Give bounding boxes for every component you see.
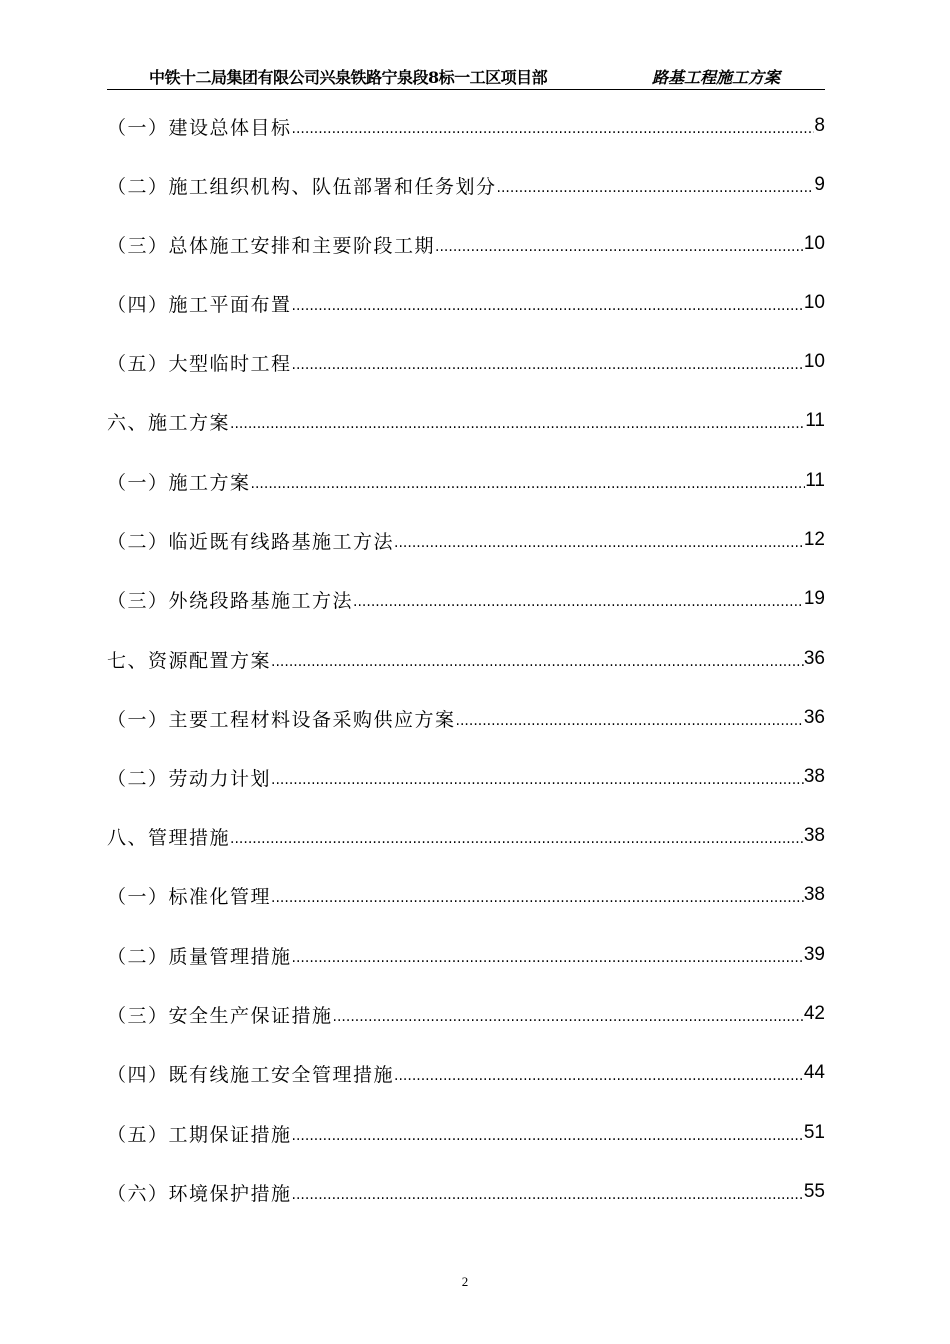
- toc-leader-dots: [292, 1187, 804, 1203]
- toc-entry-label: （四）施工平面布置: [107, 293, 292, 316]
- toc-entry-label: （二）劳动力计划: [107, 767, 272, 790]
- toc-entry[interactable]: [107, 579, 825, 619]
- toc-entry[interactable]: [107, 757, 825, 797]
- toc-entry-page: 10: [803, 351, 825, 372]
- toc-entry-page: 8: [814, 115, 825, 136]
- toc-entry-label: 八、管理措施: [107, 826, 231, 849]
- toc-entry[interactable]: [107, 461, 825, 501]
- toc-entry-label: （六）环境保护措施: [107, 1182, 292, 1205]
- toc-entry-label: （三）总体施工安排和主要阶段工期: [107, 234, 436, 257]
- toc-entry-label: （三）外绕段路基施工方法: [107, 589, 354, 612]
- toc-entry-page: 11: [805, 470, 825, 491]
- toc-entry[interactable]: [107, 520, 825, 560]
- toc-entry-label: （五）工期保证措施: [107, 1123, 292, 1146]
- toc-entry-page: 44: [803, 1062, 825, 1083]
- toc-leader-dots: [292, 950, 804, 966]
- toc-entry-page: 19: [803, 588, 825, 609]
- toc-leader-dots: [271, 772, 804, 788]
- toc-entry-page: 38: [803, 766, 825, 787]
- toc-leader-dots: [271, 890, 804, 906]
- toc-leader-dots: [435, 239, 804, 255]
- toc-entry-page: 12: [803, 529, 825, 550]
- toc-entry-label: （三）安全生产保证措施: [107, 1004, 333, 1027]
- toc-entry[interactable]: [107, 935, 825, 975]
- toc-entry-label: （四）既有线施工安全管理措施: [107, 1063, 395, 1086]
- toc-entry-page: 11: [805, 410, 825, 431]
- header-document-title: 路基工程施工方案: [651, 68, 780, 87]
- toc-entry-label: （一）施工方案: [107, 471, 251, 494]
- toc-entry[interactable]: [107, 401, 825, 441]
- toc-leader-dots: [333, 1009, 804, 1025]
- toc-entry[interactable]: [107, 639, 825, 679]
- toc-leader-dots: [230, 831, 804, 847]
- toc-leader-dots: [292, 298, 804, 314]
- toc-entry-label: （一）标准化管理: [107, 885, 272, 908]
- toc-entry-page: 10: [803, 233, 825, 254]
- toc-entry[interactable]: [107, 106, 825, 146]
- toc-leader-dots: [292, 121, 815, 137]
- toc-entry[interactable]: [107, 342, 825, 382]
- page-number: 2: [461, 1274, 469, 1289]
- toc-leader-dots: [353, 594, 804, 610]
- toc-leader-dots: [230, 416, 805, 432]
- toc-leader-dots: [292, 357, 804, 373]
- toc-entry[interactable]: [107, 875, 825, 915]
- toc-entry[interactable]: [107, 165, 825, 205]
- toc-entry[interactable]: [107, 994, 825, 1034]
- toc-entry-page: 38: [803, 884, 825, 905]
- toc-entry[interactable]: [107, 224, 825, 264]
- toc-entry-page: 10: [803, 292, 825, 313]
- page-header: [107, 62, 825, 90]
- toc-leader-dots: [251, 476, 806, 492]
- toc-entry-page: 9: [814, 174, 825, 195]
- toc-entry-label: （五）大型临时工程: [107, 352, 292, 375]
- toc-entry-page: 38: [803, 825, 825, 846]
- toc-entry-label: 七、资源配置方案: [107, 649, 272, 672]
- toc-leader-dots: [497, 180, 815, 196]
- toc-entry[interactable]: [107, 698, 825, 738]
- toc-leader-dots: [292, 1128, 804, 1144]
- toc-entry-label: （一）建设总体目标: [107, 116, 292, 139]
- toc-leader-dots: [394, 535, 804, 551]
- toc-entry[interactable]: [107, 1172, 825, 1212]
- toc-entry[interactable]: [107, 283, 825, 323]
- toc-entry-label: （二）质量管理措施: [107, 945, 292, 968]
- toc-leader-dots: [271, 654, 804, 670]
- toc-entry-label: （二）施工组织机构、队伍部署和任务划分: [107, 175, 497, 198]
- header-company-project: 中铁十二局集团有限公司兴泉铁路宁泉段8标一工区项目部: [149, 68, 548, 87]
- toc-leader-dots: [456, 713, 804, 729]
- toc-entry[interactable]: [107, 816, 825, 856]
- toc-entry-label: 六、施工方案: [107, 411, 231, 434]
- toc-entry-label: （一）主要工程材料设备采购供应方案: [107, 708, 456, 731]
- toc-entry-page: 36: [803, 648, 825, 669]
- toc-entry-page: 42: [803, 1003, 825, 1024]
- toc-entry-label: （二）临近既有线路基施工方法: [107, 530, 395, 553]
- toc-entry-page: 39: [803, 944, 825, 965]
- toc-entry-page: 55: [803, 1181, 825, 1202]
- toc-entry-page: 51: [803, 1122, 825, 1143]
- toc-entry[interactable]: [107, 1053, 825, 1093]
- toc-entry-page: 36: [803, 707, 825, 728]
- toc-leader-dots: [394, 1068, 804, 1084]
- toc-entry[interactable]: [107, 1113, 825, 1153]
